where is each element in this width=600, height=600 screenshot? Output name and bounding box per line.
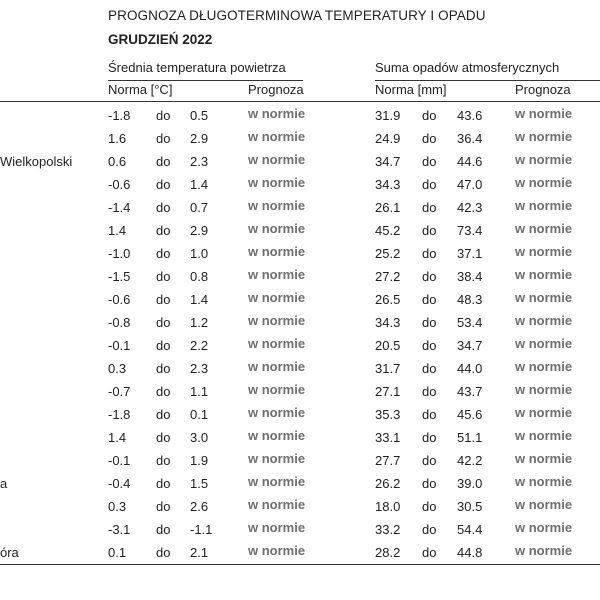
temp-norm-separator: do xyxy=(156,131,171,146)
temp-norm-max: 2.6 xyxy=(190,499,209,514)
temp-norm-max: 0.7 xyxy=(190,200,209,215)
temp-norm-separator: do xyxy=(156,246,171,261)
temp-forecast: w normie xyxy=(248,474,306,489)
table-row xyxy=(0,357,600,380)
precip-norm-separator: do xyxy=(422,499,437,514)
temp-norm-min: -0.6 xyxy=(108,177,131,192)
temp-forecast: w normie xyxy=(248,175,306,190)
precip-forecast: w normie xyxy=(515,267,573,282)
temp-norm-max: 1.0 xyxy=(190,246,209,261)
precip-norm-separator: do xyxy=(422,200,437,215)
temp-forecast: w normie xyxy=(248,198,306,213)
precip-norm-separator: do xyxy=(422,453,437,468)
precip-forecast: w normie xyxy=(515,129,573,144)
temp-norm-max: 1.2 xyxy=(190,315,209,330)
temperature-group-rule xyxy=(108,80,303,81)
table-row xyxy=(0,334,600,357)
temp-norm-max: 2.3 xyxy=(190,361,209,376)
table-row xyxy=(0,173,600,196)
precip-norm-max: 42.2 xyxy=(457,453,483,468)
temp-forecast: w normie xyxy=(248,244,306,259)
precip-forecast: w normie xyxy=(515,313,573,328)
temp-norm-min: -1.0 xyxy=(108,246,131,261)
temp-norm-max: 2.9 xyxy=(190,131,209,146)
temp-norm-min: -1.4 xyxy=(108,200,131,215)
temp-forecast: w normie xyxy=(248,106,306,121)
precip-norm-min: 27.7 xyxy=(375,453,401,468)
temp-norm-max: 0.5 xyxy=(190,108,209,123)
temp-norm-separator: do xyxy=(156,154,171,169)
table-row xyxy=(0,219,600,242)
precip-norm-max: 51.1 xyxy=(457,430,483,445)
precip-norm-max: 54.4 xyxy=(457,522,483,537)
precip-forecast: w normie xyxy=(515,198,573,213)
temp-forecast: w normie xyxy=(248,267,306,282)
precip-norm-max: 53.4 xyxy=(457,315,483,330)
table-row xyxy=(0,380,600,403)
precip-norm-separator: do xyxy=(422,522,437,537)
temp-norm-separator: do xyxy=(156,545,171,560)
precip-norm-min: 28.2 xyxy=(375,545,401,560)
temp-norm-separator: do xyxy=(156,522,171,537)
table-row xyxy=(0,242,600,265)
temp-forecast: w normie xyxy=(248,221,306,236)
temp-norm-max: 1.1 xyxy=(190,384,209,399)
precip-norm-min: 27.1 xyxy=(375,384,401,399)
precip-norm-min: 20.5 xyxy=(375,338,401,353)
precip-norm-min: 24.9 xyxy=(375,131,401,146)
precip-norm-separator: do xyxy=(422,177,437,192)
table-row xyxy=(0,426,600,449)
region-name: Wielkopolski xyxy=(0,154,73,169)
precip-norm-max: 36.4 xyxy=(457,131,483,146)
temp-norm-separator: do xyxy=(156,361,171,376)
page-title: PROGNOZA DŁUGOTERMINOWA TEMPERATURY I OPADU xyxy=(108,8,486,23)
header-bottom-rule xyxy=(0,101,600,102)
table-row xyxy=(0,288,600,311)
precip-forecast: w normie xyxy=(515,382,573,397)
temp-forecast: w normie xyxy=(248,129,306,144)
temp-norm-max: 2.3 xyxy=(190,154,209,169)
temperature-group-header: Średnia temperatura powietrza xyxy=(108,60,286,75)
temp-norm-max: 1.4 xyxy=(190,292,209,307)
table-row xyxy=(0,265,600,288)
precip-norm-max: 43.7 xyxy=(457,384,483,399)
precip-norm-max: 43.6 xyxy=(457,108,483,123)
precip-norm-min: 26.2 xyxy=(375,476,401,491)
temp-norm-min: -0.8 xyxy=(108,315,131,330)
precip-norm-separator: do xyxy=(422,384,437,399)
temp-norm-separator: do xyxy=(156,223,171,238)
table-row xyxy=(0,449,600,472)
precip-forecast: w normie xyxy=(515,106,573,121)
precip-norm-max: 44.0 xyxy=(457,361,483,376)
table-row xyxy=(0,150,600,173)
precip-norm-separator: do xyxy=(422,315,437,330)
temp-norm-separator: do xyxy=(156,430,171,445)
precip-norm-max: 37.1 xyxy=(457,246,483,261)
temp-norm-min: -0.7 xyxy=(108,384,131,399)
temp-forecast: w normie xyxy=(248,543,306,558)
temp-norm-separator: do xyxy=(156,200,171,215)
temp-forecast: w normie xyxy=(248,405,306,420)
precip-norm-min: 18.0 xyxy=(375,499,401,514)
precip-norm-max: 42.3 xyxy=(457,200,483,215)
precip-norm-max: 38.4 xyxy=(457,269,483,284)
precip-norm-separator: do xyxy=(422,108,437,123)
precip-norm-min: 34.3 xyxy=(375,315,401,330)
temp-norm-min: -1.8 xyxy=(108,407,131,422)
region-name: óra xyxy=(0,545,19,560)
temp-norm-min: 1.4 xyxy=(108,223,127,238)
precip-norm-separator: do xyxy=(422,407,437,422)
precip-norm-min: 27.2 xyxy=(375,269,401,284)
precip-forecast: w normie xyxy=(515,359,573,374)
precip-forecast: w normie xyxy=(515,428,573,443)
precip-forecast: w normie xyxy=(515,175,573,190)
table-row xyxy=(0,196,600,219)
precip-norm-max: 45.6 xyxy=(457,407,483,422)
temp-norm-separator: do xyxy=(156,407,171,422)
table-row xyxy=(0,472,600,495)
precip-norm-min: 31.7 xyxy=(375,361,401,376)
table-row xyxy=(0,127,600,150)
temp-norm-min: -0.4 xyxy=(108,476,131,491)
precip-norm-min: 26.1 xyxy=(375,200,401,215)
temp-norm-min: 1.6 xyxy=(108,131,127,146)
temp-norm-max: 1.9 xyxy=(190,453,209,468)
precip-norm-separator: do xyxy=(422,476,437,491)
precip-forecast: w normie xyxy=(515,336,573,351)
temp-norm-max: 0.8 xyxy=(190,269,209,284)
precip-norm-max: 44.6 xyxy=(457,154,483,169)
temp-norm-min: 1.4 xyxy=(108,430,127,445)
page-subtitle: GRUDZIEŃ 2022 xyxy=(108,32,213,47)
temp-norm-separator: do xyxy=(156,476,171,491)
precipitation-group-rule xyxy=(375,80,600,81)
precip-forecast: w normie xyxy=(515,543,573,558)
temp-norm-min: -0.1 xyxy=(108,338,131,353)
temp-norm-min: 0.6 xyxy=(108,154,127,169)
precipitation-group-header: Suma opadów atmosferycznych xyxy=(375,60,560,75)
precip-forecast: w normie xyxy=(515,152,573,167)
precip-norm-min: 34.7 xyxy=(375,154,401,169)
table-row xyxy=(0,403,600,426)
precip-forecast: w normie xyxy=(515,451,573,466)
temp-norm-min: 0.1 xyxy=(108,545,127,560)
precip-norm-separator: do xyxy=(422,361,437,376)
precip-norm-separator: do xyxy=(422,338,437,353)
precip-forecast: w normie xyxy=(515,520,573,535)
precip-norm-max: 44.8 xyxy=(457,545,483,560)
region-name: a xyxy=(0,476,8,491)
precip-norm-min: 35.3 xyxy=(375,407,401,422)
precip-norm-separator: do xyxy=(422,430,437,445)
precip-norm-max: 73.4 xyxy=(457,223,483,238)
temp-forecast: w normie xyxy=(248,152,306,167)
temp-forecast: w normie xyxy=(248,313,306,328)
temp-norm-max: 2.1 xyxy=(190,545,209,560)
temp-norm-max: -1.1 xyxy=(190,522,213,537)
table-row xyxy=(0,311,600,334)
table-bottom-rule xyxy=(0,564,600,565)
precip-norm-separator: do xyxy=(422,131,437,146)
temp-norm-max: 1.4 xyxy=(190,177,209,192)
temp-forecast: w normie xyxy=(248,382,306,397)
precip-forecast: w normie xyxy=(515,474,573,489)
precip-norm-min: 26.5 xyxy=(375,292,401,307)
precip-norm-separator: do xyxy=(422,223,437,238)
precip-forecast: w normie xyxy=(515,497,573,512)
table-row xyxy=(0,104,600,127)
precip-norm-min: 34.3 xyxy=(375,177,401,192)
precip-norm-header: Norma [mm] xyxy=(375,82,447,97)
precip-norm-separator: do xyxy=(422,292,437,307)
temp-norm-max: 1.5 xyxy=(190,476,209,491)
temp-norm-max: 2.9 xyxy=(190,223,209,238)
temp-norm-separator: do xyxy=(156,315,171,330)
temp-norm-separator: do xyxy=(156,292,171,307)
table-row xyxy=(0,541,600,564)
temp-forecast: w normie xyxy=(248,290,306,305)
precip-forecast: w normie xyxy=(515,405,573,420)
temp-forecast-header: Prognoza xyxy=(248,82,304,97)
temp-forecast: w normie xyxy=(248,520,306,535)
precip-norm-max: 47.0 xyxy=(457,177,483,192)
precip-norm-separator: do xyxy=(422,545,437,560)
temp-norm-max: 3.0 xyxy=(190,430,209,445)
table-row xyxy=(0,495,600,518)
precip-norm-max: 39.0 xyxy=(457,476,483,491)
temp-norm-min: -0.6 xyxy=(108,292,131,307)
temp-norm-min: -3.1 xyxy=(108,522,131,537)
precip-forecast: w normie xyxy=(515,290,573,305)
temp-forecast: w normie xyxy=(248,428,306,443)
precip-norm-max: 48.3 xyxy=(457,292,483,307)
temp-norm-separator: do xyxy=(156,338,171,353)
temp-norm-separator: do xyxy=(156,384,171,399)
temp-forecast: w normie xyxy=(248,359,306,374)
precip-norm-max: 34.7 xyxy=(457,338,483,353)
precip-norm-max: 30.5 xyxy=(457,499,483,514)
temp-norm-separator: do xyxy=(156,108,171,123)
temp-forecast: w normie xyxy=(248,336,306,351)
temp-norm-min: -1.8 xyxy=(108,108,131,123)
temp-norm-header: Norma [°C] xyxy=(108,82,173,97)
temp-norm-max: 0.1 xyxy=(190,407,209,422)
temp-norm-min: -0.1 xyxy=(108,453,131,468)
table-row xyxy=(0,518,600,541)
precip-norm-separator: do xyxy=(422,154,437,169)
temp-norm-min: 0.3 xyxy=(108,499,127,514)
precip-norm-min: 45.2 xyxy=(375,223,401,238)
precip-norm-min: 33.1 xyxy=(375,430,401,445)
temp-norm-min: 0.3 xyxy=(108,361,127,376)
precip-forecast-header: Prognoza xyxy=(515,82,571,97)
precip-forecast: w normie xyxy=(515,244,573,259)
temp-norm-separator: do xyxy=(156,269,171,284)
precip-norm-min: 25.2 xyxy=(375,246,401,261)
precip-norm-min: 33.2 xyxy=(375,522,401,537)
precip-norm-separator: do xyxy=(422,269,437,284)
temp-norm-separator: do xyxy=(156,177,171,192)
temp-norm-max: 2.2 xyxy=(190,338,209,353)
precip-norm-min: 31.9 xyxy=(375,108,401,123)
temp-norm-separator: do xyxy=(156,499,171,514)
temp-norm-separator: do xyxy=(156,453,171,468)
temp-forecast: w normie xyxy=(248,451,306,466)
precip-forecast: w normie xyxy=(515,221,573,236)
temp-norm-min: -1.5 xyxy=(108,269,131,284)
precip-norm-separator: do xyxy=(422,246,437,261)
temp-forecast: w normie xyxy=(248,497,306,512)
